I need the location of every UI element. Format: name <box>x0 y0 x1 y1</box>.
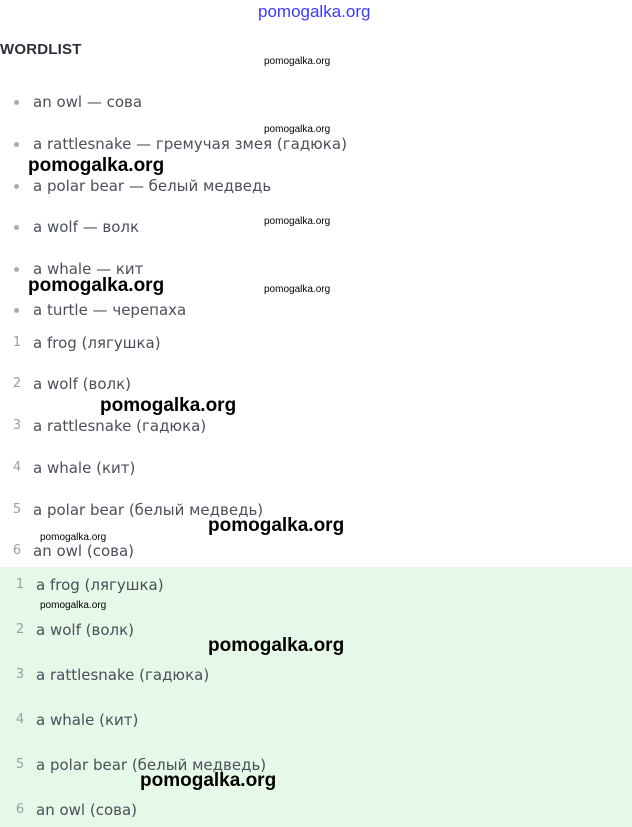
exercise-item-text: a rattlesnake (гадюка) <box>33 417 207 435</box>
exercise-item-text: a whale (кит) <box>33 459 136 477</box>
bullet-icon <box>14 308 19 313</box>
watermark: pomogalka.org <box>40 532 107 543</box>
watermark: pomogalka.org <box>140 770 277 791</box>
item-number: 1 <box>15 577 25 592</box>
item-number: 2 <box>12 376 22 391</box>
watermark: pomogalka.org <box>100 395 237 416</box>
watermark: pomogalka.org <box>40 600 107 611</box>
wordlist-item-text: a wolf — волк <box>33 218 140 236</box>
wordlist-title: WORDLIST <box>0 41 82 58</box>
watermark: pomogalka.org <box>28 155 165 176</box>
answer-item-text: a wolf (волк) <box>36 621 134 639</box>
watermark: pomogalka.org <box>264 56 331 67</box>
answer-item-text: a rattlesnake (гадюка) <box>36 666 210 684</box>
watermark: pomogalka.org <box>28 275 165 296</box>
exercise-item-text: a frog (лягушка) <box>33 334 161 352</box>
watermark: pomogalka.org <box>208 515 345 536</box>
bullet-icon <box>14 142 19 147</box>
top-watermark: pomogalka.org <box>258 2 371 21</box>
wordlist-item-text: a turtle — черепаха <box>33 301 187 319</box>
bullet-icon <box>14 184 19 189</box>
answer-item-text: a whale (кит) <box>36 711 139 729</box>
watermark: pomogalka.org <box>208 635 345 656</box>
answer-item-text: an owl (сова) <box>36 801 138 819</box>
item-number: 5 <box>12 502 22 517</box>
exercise-item-text: an owl (сова) <box>33 542 135 560</box>
wordlist-item-text: a whale — кит <box>33 260 144 278</box>
item-number: 6 <box>12 543 22 558</box>
answer-item-text: a polar bear (белый медведь) <box>36 756 267 774</box>
bullet-icon <box>14 225 19 230</box>
wordlist-item-text: a polar bear — белый медведь <box>33 177 272 195</box>
bullet-icon <box>14 267 19 272</box>
wordlist-item-text: an owl — сова <box>33 93 143 111</box>
watermark: pomogalka.org <box>264 216 331 227</box>
item-number: 2 <box>15 622 25 637</box>
wordlist-item-text: a rattlesnake — гремучая змея (гадюка) <box>33 135 347 153</box>
watermark: pomogalka.org <box>264 284 331 295</box>
bullet-icon <box>14 100 19 105</box>
item-number: 5 <box>15 757 25 772</box>
watermark: pomogalka.org <box>264 124 331 135</box>
exercise-item-text: a polar bear (белый медведь) <box>33 501 264 519</box>
item-number: 1 <box>12 335 22 350</box>
item-number: 3 <box>12 418 22 433</box>
item-number: 4 <box>12 460 22 475</box>
item-number: 6 <box>15 802 25 817</box>
item-number: 3 <box>15 667 25 682</box>
answer-item-text: a frog (лягушка) <box>36 576 164 594</box>
item-number: 4 <box>15 712 25 727</box>
exercise-item-text: a wolf (волк) <box>33 375 131 393</box>
